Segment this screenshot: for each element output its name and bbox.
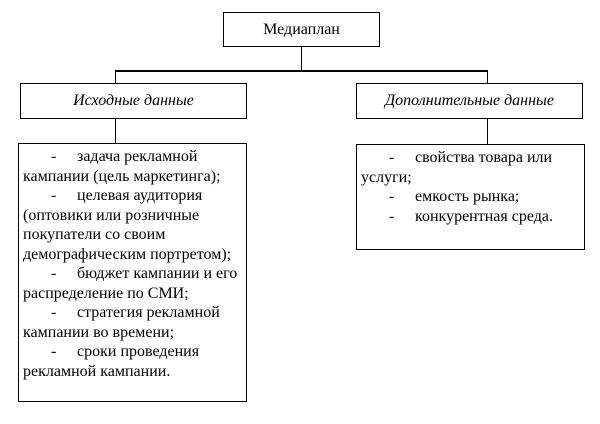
connector-right-branch-stem [487, 70, 489, 84]
branch-title: Дополнительные данные [385, 92, 554, 109]
list-item-text: емкость рынка; [415, 188, 520, 205]
dash-marker: - [51, 187, 57, 204]
connector-left-content-stem [115, 118, 117, 144]
dash-marker: - [51, 343, 57, 360]
list-item-text: бюджет кампании и его распределение по СМИ; [23, 265, 238, 302]
list-item [23, 303, 241, 342]
dash-marker: - [389, 188, 395, 205]
list-item-text: стратегия рекламной кампании во времени; [23, 304, 220, 341]
content-box-initial-data [18, 143, 247, 402]
list-item-text: задача рекламной кампании (цель маркетинга); [23, 148, 221, 185]
list-item [361, 148, 579, 187]
list-item [23, 147, 241, 186]
dash-marker: - [389, 207, 395, 225]
list-item-text: сроки проведения рекламной кампании. [23, 343, 200, 380]
root-node-mediaplan [223, 12, 380, 47]
branch-node-initial-data [20, 83, 247, 119]
list-item-text: целевая аудитория (оптовики или розничные покупатели со своим демографическим портретом); [23, 187, 232, 263]
content-box-additional-data [356, 144, 585, 250]
dash-marker: - [51, 148, 57, 165]
list-item [361, 207, 579, 227]
dash-marker: - [51, 265, 57, 282]
connector-right-content-stem [487, 118, 489, 145]
dash-marker: - [389, 149, 395, 166]
dash-marker: - [51, 304, 57, 321]
connector-root-stem [301, 46, 303, 71]
list-item [361, 187, 579, 207]
list-item [23, 342, 241, 381]
root-node-label: Медиаплан [263, 20, 340, 38]
branch-node-additional-data [356, 83, 583, 119]
list-item [23, 186, 241, 264]
connector-horizontal-bar [115, 70, 489, 72]
branch-title: Исходные данные [73, 92, 194, 109]
list-item-text: свойства товара или услуги; [361, 149, 553, 186]
list-item [23, 264, 241, 303]
list-item-text: конкурентная среда. [415, 207, 553, 225]
connector-left-branch-stem [115, 70, 117, 84]
